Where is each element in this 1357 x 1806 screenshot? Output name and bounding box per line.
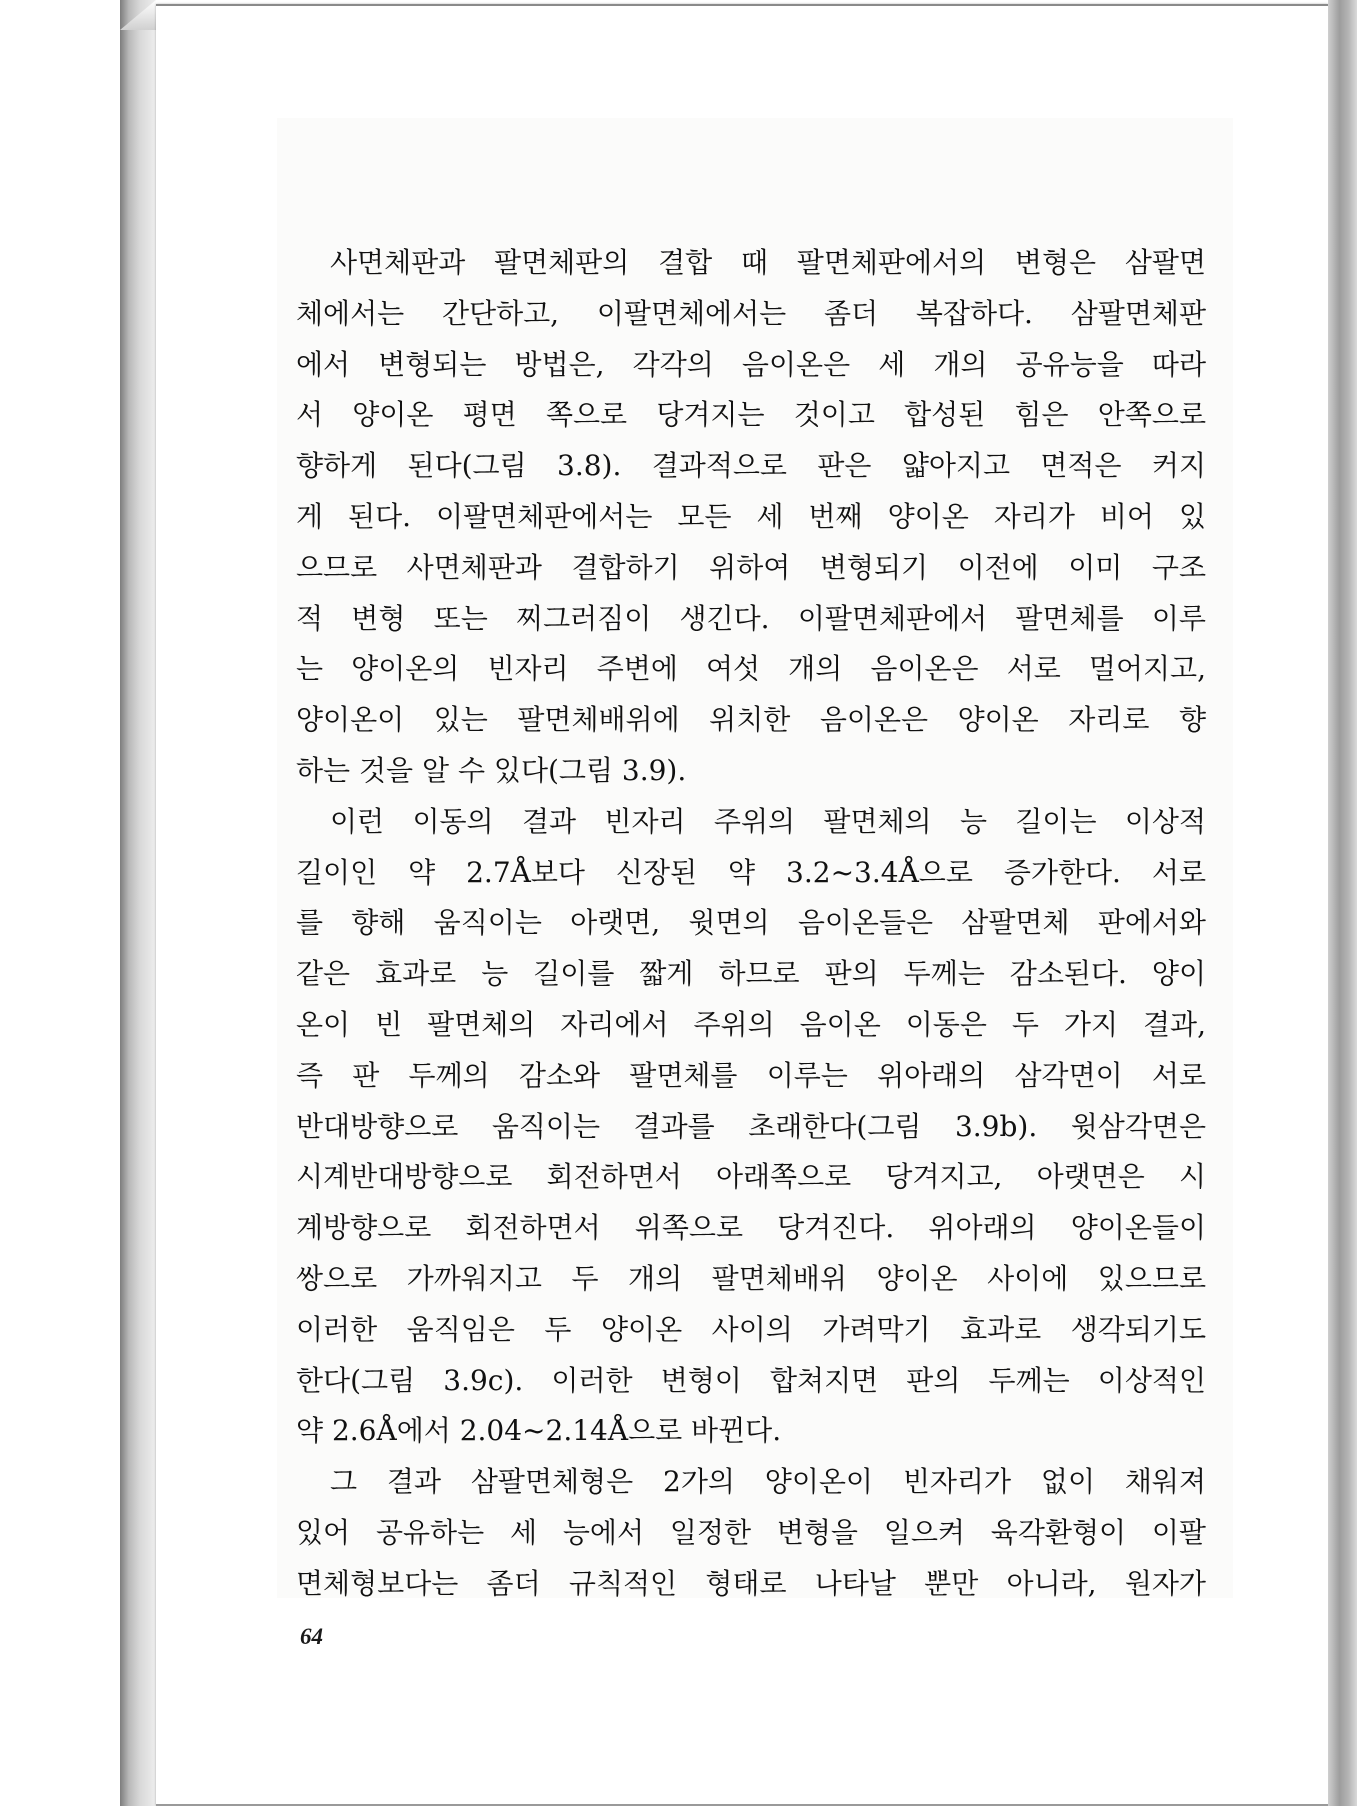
book-page-stack-edge — [1328, 0, 1357, 1806]
body-text — [296, 238, 1206, 1610]
text-line: 으므로 사면체판과 결합하기 위하여 변형되기 이전에 이미 구조 — [296, 550, 1206, 584]
text-line: 같은 효과로 능 길이를 짧게 하므로 판의 두께는 감소된다. 양이 — [296, 957, 1206, 991]
text-line: 반대방향으로 움직이는 결과를 초래한다(그림 3.9b). 윗삼각면은 — [296, 1109, 1206, 1143]
text-line: 이런 이동의 결과 빈자리 주위의 팔면체의 능 길이는 이상적 — [330, 804, 1206, 838]
text-line: 쌍으로 가까워지고 두 개의 팔면체배위 양이온 사이에 있으므로 — [296, 1261, 1206, 1295]
text-line: 온이 빈 팔면체의 자리에서 주위의 음이온 이동은 두 가지 결과, — [296, 1007, 1206, 1041]
text-line: 향하게 된다(그림 3.8). 결과적으로 판은 얇아지고 면적은 커지 — [296, 449, 1206, 483]
text-line: 사면체판과 팔면체판의 결합 때 팔면체판에서의 변형은 삼팔면 — [330, 246, 1206, 279]
text-line: 이러한 움직임은 두 양이온 사이의 가려막기 효과로 생각되기도 — [296, 1312, 1206, 1346]
text-line: 약 2.6Å에서 2.04~2.14Å으로 바뀐다. — [296, 1414, 782, 1448]
text-line: 즉 판 두께의 감소와 팔면체를 이루는 위아래의 삼각면이 서로 — [296, 1058, 1206, 1092]
text-line: 그 결과 삼팔면체형은 2가의 양이온이 빈자리가 없이 채워져 — [330, 1465, 1206, 1499]
text-line: 게 된다. 이팔면체판에서는 모든 세 번째 양이온 자리가 비어 있 — [296, 499, 1206, 533]
text-line: 하는 것을 알 수 있다(그림 3.9). — [296, 753, 687, 787]
book-spine-edge — [120, 0, 156, 1806]
text-line: 있어 공유하는 세 능에서 일정한 변형을 일으켜 육각환형이 이팔 — [296, 1515, 1206, 1549]
text-line: 시계반대방향으로 회전하면서 아래쪽으로 당겨지고, 아랫면은 시 — [296, 1160, 1206, 1194]
text-line: 적 변형 또는 찌그러짐이 생긴다. 이팔면체판에서 팔면체를 이루 — [296, 601, 1206, 635]
text-line: 서 양이온 평면 쪽으로 당겨지는 것이고 합성된 힘은 안쪽으로 — [296, 398, 1206, 432]
text-line: 양이온이 있는 팔면체배위에 위치한 음이온은 양이온 자리로 향 — [296, 703, 1206, 737]
text-line: 면체형보다는 좀더 규칙적인 형태로 나타날 뿐만 아니라, 원자가 — [296, 1566, 1206, 1600]
text-line: 에서 변형되는 방법은, 각각의 음이온은 세 개의 공유능을 따라 — [296, 347, 1206, 381]
text-line: 는 양이온의 빈자리 주변에 여섯 개의 음이온은 서로 멀어지고, — [296, 652, 1206, 686]
text-line: 체에서는 간단하고, 이팔면체에서는 좀더 복잡하다. 삼팔면체판 — [296, 296, 1206, 330]
text-line: 계방향으로 회전하면서 위쪽으로 당겨진다. 위아래의 양이온들이 — [296, 1211, 1206, 1245]
text-line: 한다(그림 3.9c). 이러한 변형이 합쳐지면 판의 두께는 이상적인 — [296, 1363, 1206, 1397]
text-line: 길이인 약 2.7Å보다 신장된 약 3.2~3.4Å으로 증가한다. 서로 — [296, 855, 1206, 889]
page-number: 64 — [300, 1624, 323, 1649]
text-line: 를 향해 움직이는 아랫면, 윗면의 음이온들은 삼팔면체 판에서와 — [296, 906, 1206, 940]
